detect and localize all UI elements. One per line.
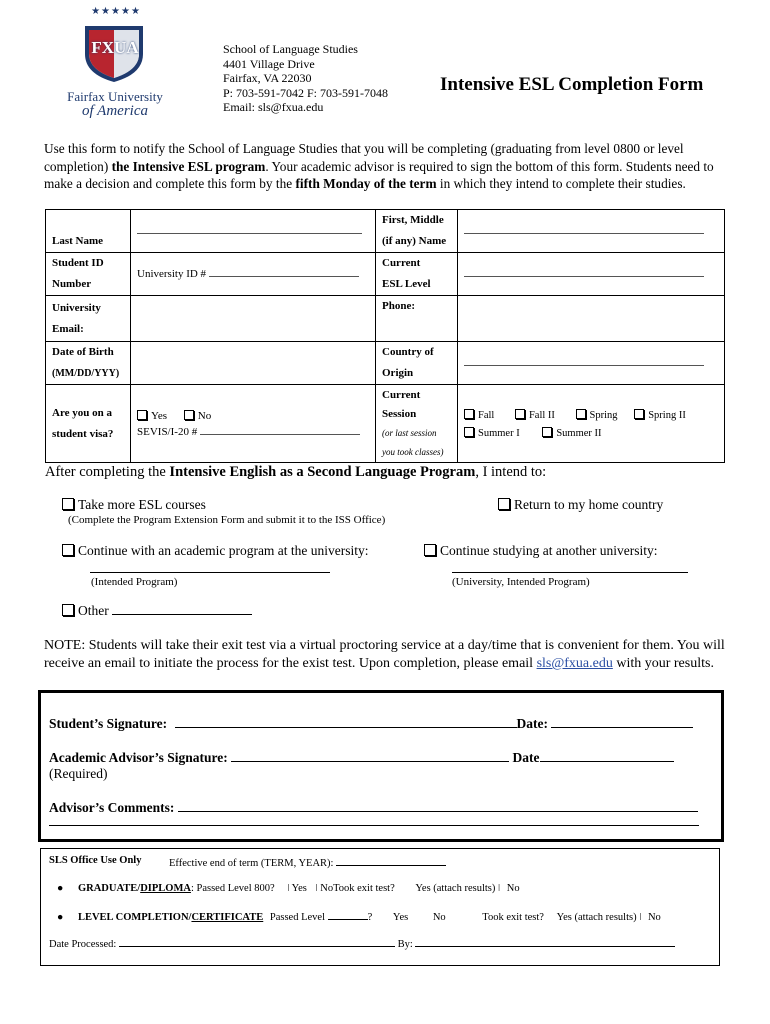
continue-another-option[interactable]: Continue studying at another university:	[424, 543, 657, 559]
logo-text	[55, 90, 175, 118]
graduate-row: ● GRADUATE/DIPLOMA: Passed Level 800? ǀ Yes ǀ NoTook exit test? Yes (attach results) ǀ No	[57, 883, 520, 894]
checkbox-icon	[515, 409, 525, 419]
university-email-input[interactable]	[131, 296, 376, 342]
grad-yes-attach-option[interactable]: Yes (attach results) ǀ	[415, 883, 501, 894]
session-label: Current Session (or last session you took classes)	[376, 385, 458, 463]
grad-no-option[interactable]: ǀ NoTook exit test?	[315, 883, 395, 894]
country-label: Country of Origin	[376, 342, 458, 385]
session-spring-checkbox[interactable]: Spring	[576, 410, 618, 421]
session-spring2-checkbox[interactable]: Spring II	[634, 410, 686, 421]
grad-yes-option[interactable]: ǀ Yes	[287, 883, 307, 894]
advisor-comments-row[interactable]: Advisor’s Comments:	[49, 799, 698, 816]
visa-yes-checkbox[interactable]: Yes	[137, 410, 167, 422]
intro-bold-deadline: fifth Monday of the term	[295, 176, 437, 192]
grad-exit-no-option[interactable]: No	[506, 883, 520, 894]
checkbox-icon	[542, 427, 552, 437]
required-note: (Required)	[49, 766, 108, 781]
signature-box	[38, 690, 724, 842]
intro-paragraph	[44, 140, 734, 193]
dob-input[interactable]	[131, 342, 376, 385]
checkbox-icon	[184, 410, 194, 420]
form-title: Intensive ESL Completion Form	[440, 74, 704, 95]
country-input[interactable]	[458, 342, 725, 385]
intro-text: . Your academic advisor is required to sign the bottom of this form. Students need to make a decision and complete this form by the	[44, 158, 714, 192]
stars-decoration: ★★★★★	[91, 6, 141, 17]
other-option[interactable]: Other	[62, 603, 252, 619]
session-summer2-checkbox[interactable]: Summer II	[542, 428, 601, 439]
checkbox-icon	[576, 409, 586, 419]
address-phone: P: 703-591-7042 F: 703-591-7048	[223, 85, 388, 100]
intro-text: Use this form to notify the School of Language Studies that you will be completing (graduating from level 0800 or level completion)	[44, 141, 684, 174]
checkbox-icon	[62, 604, 74, 616]
logo-line2: of America	[82, 103, 148, 119]
plans-heading: After completing the Intensive English as a Second Language Program, I intend to:	[45, 464, 547, 480]
checkbox-icon	[464, 427, 474, 437]
address-line: School of Language Studies	[223, 42, 358, 56]
checkbox-icon	[62, 544, 74, 556]
address-email: Email: sls@fxua.edu	[223, 100, 324, 115]
intended-program-input[interactable]	[90, 560, 330, 573]
intended-program-label: (Intended Program)	[91, 576, 178, 588]
comments-line[interactable]	[49, 819, 699, 826]
student-info-table	[45, 209, 725, 463]
passed-level-input[interactable]	[328, 910, 368, 920]
visa-field	[131, 385, 376, 463]
session-summer1-checkbox[interactable]: Summer I	[464, 428, 520, 439]
esl-level-input[interactable]	[458, 253, 725, 296]
university-logo	[55, 6, 175, 124]
bullet-icon: ●	[57, 912, 64, 923]
university-program-input[interactable]	[452, 560, 688, 573]
take-more-esl-option[interactable]: Take more ESL courses	[62, 497, 206, 513]
logo-line1: Fairfax University	[67, 89, 163, 104]
continue-academic-option[interactable]: Continue with an academic program at the university:	[62, 543, 369, 559]
checkbox-icon	[464, 409, 474, 419]
office-use-box	[40, 848, 720, 966]
bullet-icon: ●	[57, 883, 64, 894]
checkbox-icon	[62, 498, 74, 510]
return-home-option[interactable]: Return to my home country	[498, 497, 663, 513]
address-line: Fairfax, VA 22030	[223, 71, 312, 86]
school-address	[223, 42, 388, 115]
lvl-exit-no-option[interactable]: No	[647, 912, 661, 923]
email-link[interactable]: sls@fxua.edu	[536, 656, 613, 671]
address-line: 4401 Village Drive	[223, 56, 315, 71]
level-completion-row: ● LEVEL COMPLETION/CERTIFICATE Passed Level ? Yes No Took exit test? Yes (attach results) ǀ No	[57, 912, 661, 923]
checkbox-icon	[634, 409, 644, 419]
checkbox-icon	[498, 498, 510, 510]
session-fall-checkbox[interactable]: Fall	[464, 410, 494, 421]
phone-label: Phone:	[376, 296, 458, 342]
note-paragraph: NOTE: Students will take their exit test via a virtual proctoring service at a day/time that is convenient for them. You will receive an email to initiate the process for the exist test. Upon completion, please email sls@fxua.edu with your results.	[44, 638, 725, 671]
sevis-field[interactable]: SEVIS/I-20 #	[137, 426, 369, 438]
university-id-label: University ID #	[137, 268, 207, 280]
student-signature-row[interactable]: Student’s Signature: Date:	[49, 715, 693, 732]
intro-text: in which they intend to complete their studies.	[436, 176, 686, 192]
university-email-label: University Email:	[46, 296, 131, 342]
date-processed-row[interactable]: Date Processed: By:	[49, 937, 675, 950]
checkbox-icon	[137, 410, 147, 420]
university-program-label: (University, Intended Program)	[452, 576, 590, 588]
student-id-label: Student ID Number	[46, 253, 131, 296]
first-middle-label: First, Middle (if any) Name	[376, 210, 458, 253]
phone-input[interactable]	[458, 296, 725, 342]
lvl-yes-option[interactable]: Yes	[392, 912, 409, 923]
dob-label: Date of Birth (MM/DD/YYY)	[46, 342, 131, 385]
checkbox-icon	[424, 544, 436, 556]
current-esl-label: Current ESL Level	[376, 253, 458, 296]
end-term-field[interactable]: Effective end of term (TERM, YEAR):	[169, 855, 446, 869]
logo-mark: FXUA	[91, 38, 139, 57]
lvl-yes-attach-option[interactable]: Yes (attach results) ǀ	[556, 912, 642, 923]
office-title: SLS Office Use Only	[49, 855, 142, 866]
session-fall2-checkbox[interactable]: Fall II	[515, 410, 555, 421]
first-middle-input[interactable]	[458, 210, 725, 253]
intro-bold-program: the Intensive ESL program	[111, 158, 266, 174]
university-id-field[interactable]	[131, 253, 376, 296]
last-name-label: Last Name	[46, 210, 131, 253]
advisor-signature-row[interactable]: Academic Advisor’s Signature: Date	[49, 749, 674, 766]
last-name-input[interactable]	[131, 210, 376, 253]
visa-label: Are you on a student visa?	[46, 385, 131, 463]
session-options	[458, 385, 725, 463]
lvl-no-option[interactable]: No	[432, 912, 446, 923]
more-esl-note: (Complete the Program Extension Form and submit it to the ISS Office)	[68, 514, 386, 526]
visa-no-checkbox[interactable]: No	[184, 410, 211, 422]
